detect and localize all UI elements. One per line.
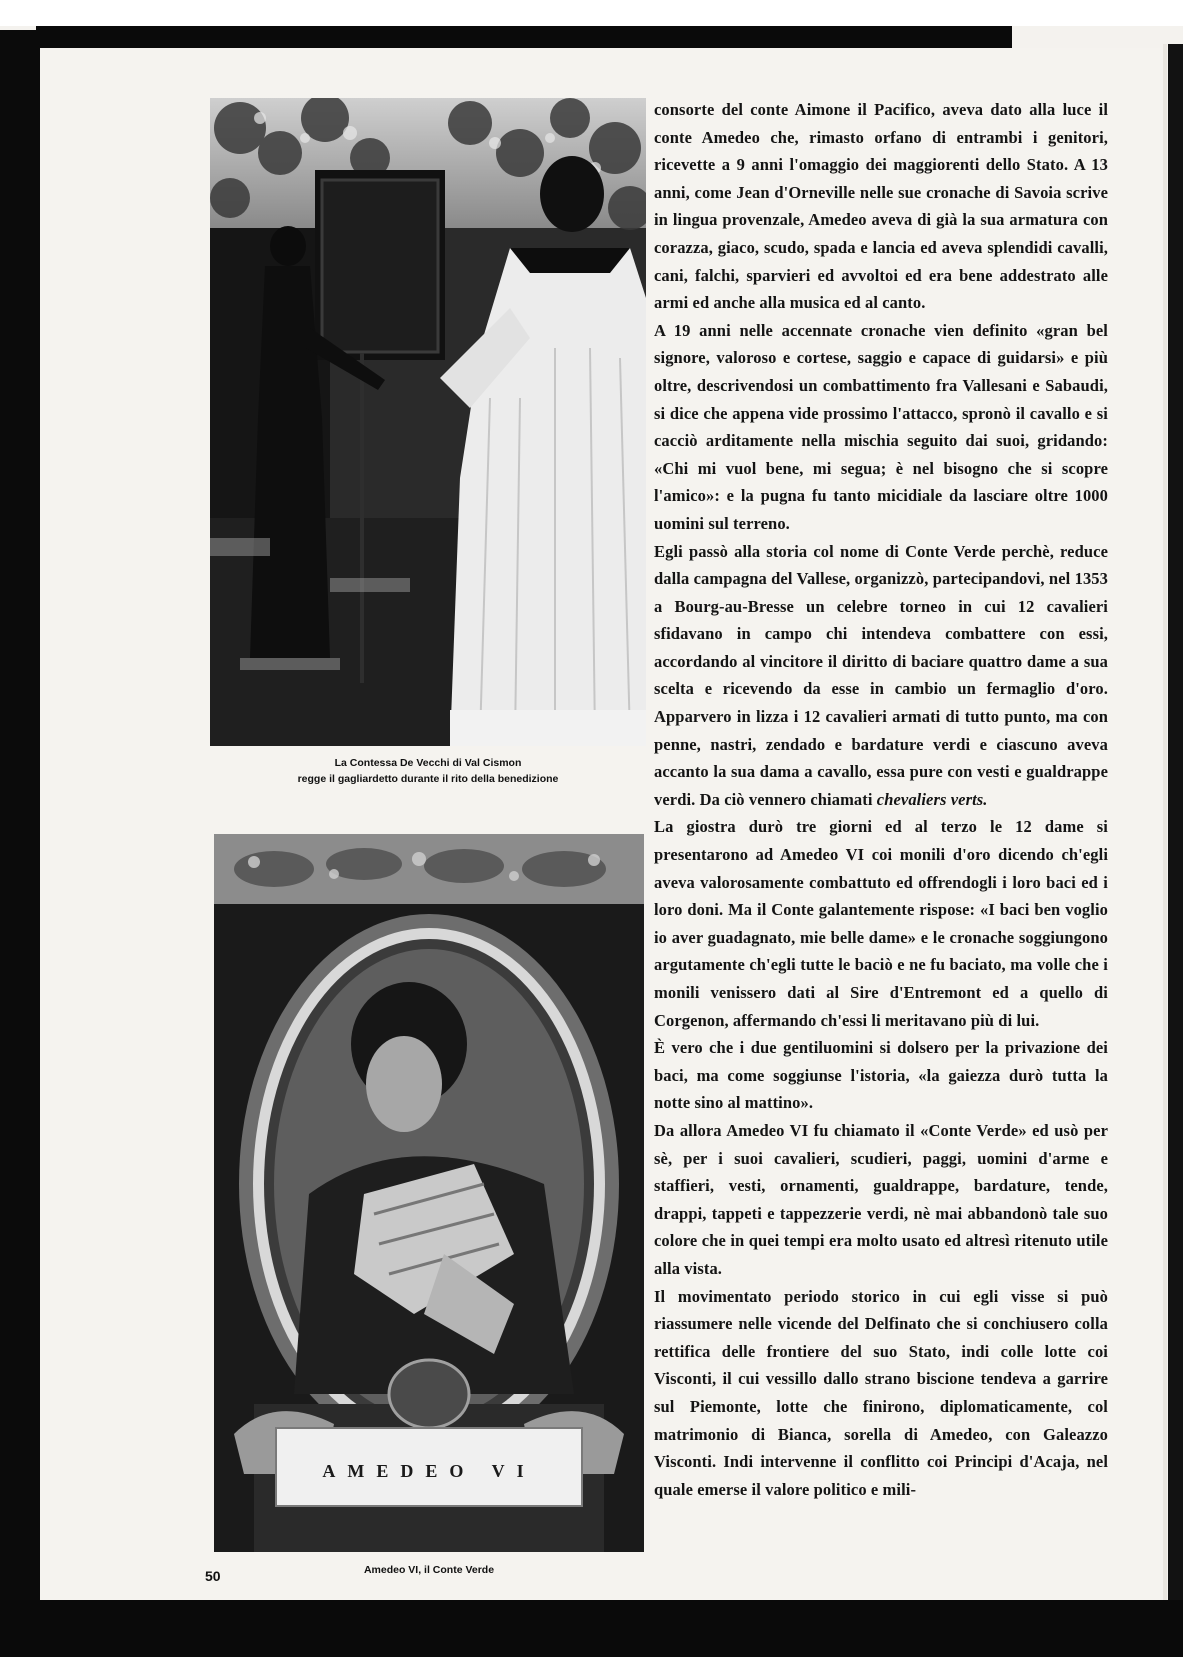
scan-border-top	[36, 26, 1012, 48]
article-paragraph: La giostra durò tre giorni ed al terzo le 12 dame si presentarono ad Amedeo VI coi monili d'oro dicendo ch'egli aveva valorosamente combattuto ed offrendogli i loro baci ed i loro doni. Ma il Conte galantemente rispose: «I baci ben voglio io aver guadagnato, mie belle dame» e le cronache soggiungono argutamente ch'egli tutte le baciò e ne fu baciato, ma volle che i monili venissero dati al Sire d'Entremont ed a quello di Corgenon, affermando ch'essi li meritavano più di lui.	[654, 817, 1108, 1030]
article-text-column	[654, 96, 1108, 1503]
scan-edge-right	[1163, 44, 1167, 1604]
scan-border-left	[0, 30, 40, 1657]
article-paragraph: Da allora Amedeo VI fu chiamato il «Conte Verde» ed usò per sè, per i suoi cavalieri, scudieri, paggi, uomini d'arme e staffieri, vesti, ornamenti, gualdrappe, bardature, tende, drappi, tappeti e tappezzerie verdi, nè mai abbandonò tale suo colore che in quei tempi era molto usato ed altresì ritenuto utile alla vista.	[654, 1120, 1108, 1278]
ceremony-photo-caption	[210, 755, 646, 787]
magazine-page	[40, 48, 1163, 1600]
article-paragraph	[654, 538, 1108, 814]
scan-border-right	[1168, 44, 1183, 1657]
portrait-plaque-label: AMEDEO VI	[322, 1461, 536, 1481]
article-paragraph: Il movimentato periodo storico in cui egli visse si può riassumere nelle vicende del Delfinato che si conchiusero colla rettifica delle frontiere del suo Stato, indi colle lotte coi Visconti, il cui vessillo dallo strano biscione tendeva a garrire sul Piemonte, lotte che finirono, diplomaticamente, col matrimonio di Bianca, sorella di Amedeo, con Galeazzo Visconti. Indi intervenne il conflitto coi Principi d'Acaja, nel quale emerse il valore politico e mili-	[654, 1286, 1108, 1499]
page-number: 50	[205, 1568, 221, 1584]
portrait-caption: Amedeo VI, il Conte Verde	[363, 1564, 495, 1576]
scan-border-bottom	[0, 1600, 1183, 1657]
article-paragraph: consorte del conte Aimone il Pacifico, aveva dato alla luce il conte Amedeo che, rimasto orfano di entrambi i genitori, ricevette a 9 anni l'omaggio dei maggiorenti dello Stato. A 13 anni, come Jean d'Orneville nelle sue cronache di Savoia scrive in lingua provenzale, Amedeo aveva di già la sua armatura con corazza, giaco, scudo, spada e lancia ed aveva splendidi cavalli, cani, falchi, sparvieri ed avvoltoi ed era bene addestrato alle armi ed anche alla musica ed al canto.	[654, 100, 1108, 313]
caption-line: La Contessa De Vecchi di Val Cismon	[334, 757, 522, 769]
article-paragraph: È vero che i due gentiluomini si dolsero per la privazione dei baci, ma come soggiunse l'istoria, «la gaiezza durò tutta la notte sino al mattino».	[654, 1038, 1108, 1113]
italic-term: chevaliers verts.	[876, 789, 988, 809]
portrait-engraving	[214, 834, 644, 1552]
scan-margin-top	[0, 0, 1183, 26]
portrait-engraving-image	[214, 834, 644, 1552]
caption-line: regge il gagliardetto durante il rito della benedizione	[297, 773, 559, 785]
paragraph-text: Egli passò alla storia col nome di Conte Verde perchè, reduce dalla campagna del Vallese, organizzò, partecipandovi, nel 1353 a Bourg-au-Bresse un celebre torneo in cui 12 cavalieri sfidavano in campo chi intendeva combattere con essi, accordando al vincitore il diritto di baciare quattro dame a sua scelta e ricevendo da esse in cambio un fermaglio d'oro. Apparvero in lizza i 12 cavalieri armati di tutto punto, ma con penne, nastri, zendado e bardature verdi e ciascuno aveva accanto la sua dama a cavallo, essa pure con vesti e gualdrappe verdi. Da ciò vennero chiamati	[654, 541, 1108, 809]
ceremony-photo	[210, 98, 646, 746]
ceremony-photo-image	[210, 98, 646, 746]
article-paragraph: A 19 anni nelle accennate cronache vien definito «gran bel signore, valoroso e cortese, saggio e capace di guidarsi» e più oltre, descrivendosi un combattimento fra Vallesani e Sabaudi, si dice che appena vide prossimo l'attacco, spronò il cavallo e si cacciò arditamente nella mischia seguito dai suoi, gridando: «Chi mi vuol bene, mi segua; è nel bisogno che si scopre l'amico»: e la pugna fu tanto micidiale da lasciare oltre 1000 uomini sul terreno.	[654, 320, 1108, 533]
